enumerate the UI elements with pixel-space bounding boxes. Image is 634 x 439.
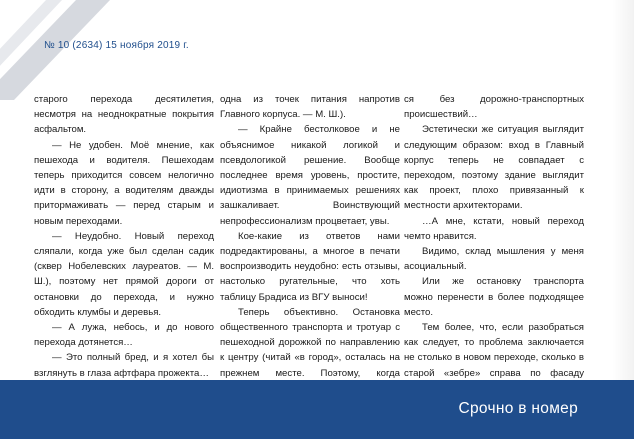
article-column-2 <box>220 92 400 378</box>
paragraph: Тем более, что, если разобраться как следует, то проблема заключается не столько в новом переходе, сколько в старой «зебре» справа по фасаду <box>404 322 584 378</box>
paragraph: ся без дорожно-транспортных происшествий… <box>404 94 584 121</box>
paragraph: одна из точек питания напротив Главного корпуса. — М. Ш.). <box>220 94 400 121</box>
paragraph: Кое-какие из ответов нами подредактированы, а многое в печати воспроизводить неудобно: есть отзывы, настолько ругательные, что хоть таблицу Брадиса из ВГУ выноси! <box>220 230 400 303</box>
section-title: Срочно в номер <box>458 400 578 417</box>
paragraph: — А лужа, небось, и до нового перехода дотянется… <box>34 322 214 349</box>
paragraph: — Не удобен. Моё мнение, как пешехода и водителя. Пешеходам теперь приходится совсем нелогично идти в сторону, а водителям дважды притормаживать — перед старым и новым переходами. <box>34 139 214 227</box>
page-edge-shade <box>612 0 634 380</box>
paragraph: Теперь объективно. Остановка общественного транспорта и тротуар с пешеходной дорожкой по направлению к центру (читай «в город», осталась на прежнем месте. Поэтому, когда <box>220 306 400 378</box>
article-column-3 <box>404 92 584 378</box>
paragraph: — Неудобно. Новый переход сляпали, когда уже был сделан садик (сквер Нобелевских лауреатов. — М. Ш.), поэтому нет прямой дороги от остановки до перехода, и нужно обходить клумбы и деревья. <box>34 230 214 318</box>
paragraph: Эстетически же ситуация выглядит следующим образом: вход в Главный корпус теперь не совпадает с переходом, поэтому здание выглядит как проект, плохо привязанный к местности архитекторами. <box>404 124 584 212</box>
paragraph: — Крайне бестолковое и не объяснимое никакой логикой и псевдологикой решение. Вообще последнее время уровень, простите, идиотизма в принимаемых решениях зашкаливает. Воинствующий непрофессионализм процветает, увы. <box>220 124 400 227</box>
article-body <box>32 92 612 378</box>
section-footer-bar <box>0 380 634 439</box>
paragraph: Видимо, склад мышления у меня асоциальный. <box>404 246 584 273</box>
article-column-1 <box>34 92 214 378</box>
issue-line: № 10 (2634) 15 ноября 2019 г. <box>44 40 189 51</box>
paragraph: — Это полный бред, и я хотел бы взглянуть в глаза афтфара прожекта… <box>34 352 214 378</box>
paragraph: …А мне, кстати, новый переход чемто нравится. <box>404 215 584 242</box>
paragraph: старого перехода десятилетия, несмотря на неоднократные покрытия асфальтом. <box>34 94 214 136</box>
paragraph: Или же остановку транспорта можно перенести в более подходящее место. <box>404 276 584 318</box>
